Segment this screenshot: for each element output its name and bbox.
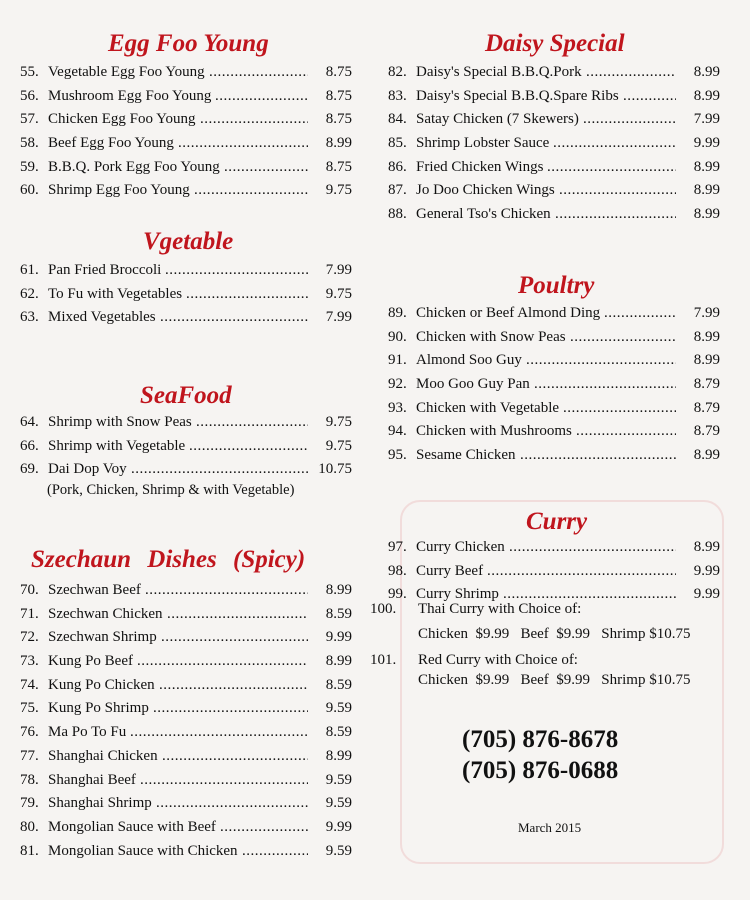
item-name: Curry Shrimp xyxy=(416,586,499,603)
item-price: 10.75 xyxy=(318,461,352,478)
item-number: 60. xyxy=(20,182,39,199)
dot-leader xyxy=(137,650,308,674)
item-name: Fried Chicken Wings xyxy=(416,158,544,175)
item-name: Red Curry with Choice of: xyxy=(418,652,578,668)
item-name: Shrimp with Vegetable xyxy=(48,437,186,454)
item-name: Pan Fried Broccoli xyxy=(48,262,162,278)
item-name: Mixed Vegetables xyxy=(48,309,156,326)
curry-red-options: Chicken $9.99 Beef $9.99 Shrimp $10.75 xyxy=(418,672,691,688)
item-price: 7.99 xyxy=(693,111,720,128)
item-number: 92. xyxy=(388,376,407,393)
vegetable-list xyxy=(20,259,352,330)
item-number: 73. xyxy=(20,653,39,670)
item-name: Shrimp Egg Foo Young xyxy=(48,182,190,199)
section-title-vegetable: Vgetable xyxy=(143,228,234,255)
item-number: 64. xyxy=(20,414,39,430)
item-name: Chicken or Beef Almond Ding xyxy=(416,305,601,321)
item-number: 98. xyxy=(388,562,407,579)
menu-date: March 2015 xyxy=(518,820,582,835)
item-name: Szechwan Beef xyxy=(48,582,141,598)
section-title-poultry: Poultry xyxy=(518,272,595,299)
item-name: Daisy's Special B.B.Q.Spare Ribs xyxy=(416,87,619,104)
item-price: 8.99 xyxy=(325,653,352,670)
item-price: 8.99 xyxy=(325,582,352,598)
item-name: Chicken Egg Foo Young xyxy=(48,111,196,128)
item-number: 101. xyxy=(370,652,397,668)
menu-item xyxy=(20,816,352,840)
menu-item xyxy=(20,458,352,482)
menu-item xyxy=(20,745,352,769)
item-number: 97. xyxy=(388,539,407,555)
menu-item xyxy=(388,203,720,227)
menu-item xyxy=(20,626,352,650)
item-price: 8.79 xyxy=(693,423,720,440)
dot-leader xyxy=(145,579,308,603)
item-price: 8.99 xyxy=(693,447,720,464)
dot-leader xyxy=(555,203,676,227)
item-name: Curry Beef xyxy=(416,562,484,579)
item-price: 7.99 xyxy=(693,305,720,321)
dot-leader xyxy=(153,697,308,721)
dot-leader xyxy=(159,674,308,698)
item-number: 63. xyxy=(20,309,39,326)
item-price: 9.75 xyxy=(325,182,352,199)
item-name: Shrimp with Snow Peas xyxy=(48,414,192,430)
item-price: 8.99 xyxy=(693,352,720,369)
item-number: 57. xyxy=(20,111,39,128)
menu-item xyxy=(388,108,720,132)
section-title-curry: Curry xyxy=(526,508,588,535)
dot-leader xyxy=(156,792,308,816)
menu-item xyxy=(20,769,352,793)
item-number: 62. xyxy=(20,285,39,302)
item-number: 91. xyxy=(388,352,407,369)
menu-item xyxy=(20,792,352,816)
item-number: 70. xyxy=(20,582,39,598)
menu-item xyxy=(388,326,720,350)
item-number: 89. xyxy=(388,305,407,321)
dot-leader xyxy=(200,108,308,132)
item-name: To Fu with Vegetables xyxy=(48,285,183,302)
item-number: 84. xyxy=(388,111,407,128)
item-price: 9.99 xyxy=(325,818,352,835)
dot-leader xyxy=(189,435,308,459)
dot-leader xyxy=(623,85,676,109)
menu-item xyxy=(388,61,720,85)
szechuan-list xyxy=(20,579,352,863)
item-price: 8.99 xyxy=(325,135,352,152)
item-name: Kung Po Chicken xyxy=(48,676,155,693)
item-price: 8.99 xyxy=(325,747,352,764)
item-name: Szechwan Shrimp xyxy=(48,629,157,646)
item-price: 7.99 xyxy=(325,309,352,326)
item-number: 88. xyxy=(388,206,407,223)
item-name: Kung Po Shrimp xyxy=(48,700,149,717)
menu-item xyxy=(388,420,720,444)
item-price: 9.75 xyxy=(325,414,352,430)
item-name: Beef Egg Foo Young xyxy=(48,135,174,152)
menu-item xyxy=(20,283,352,307)
item-number: 77. xyxy=(20,747,39,764)
item-name: Satay Chicken (7 Skewers) xyxy=(416,111,579,128)
dot-leader xyxy=(570,326,676,350)
menu-item xyxy=(20,674,352,698)
item-name: Moo Goo Guy Pan xyxy=(416,376,530,393)
item-price: 9.75 xyxy=(325,285,352,302)
dot-leader xyxy=(547,156,676,180)
item-price: 8.99 xyxy=(693,206,720,223)
menu-item xyxy=(388,85,720,109)
menu-item xyxy=(20,435,352,459)
menu-item xyxy=(388,132,720,156)
item-price: 8.75 xyxy=(325,64,352,80)
dot-leader xyxy=(224,156,308,180)
item-name: B.B.Q. Pork Egg Foo Young xyxy=(48,158,220,175)
dot-leader xyxy=(534,373,676,397)
menu-item xyxy=(20,697,352,721)
item-price: 9.59 xyxy=(325,842,352,859)
dot-leader xyxy=(130,721,308,745)
dot-leader xyxy=(242,840,308,864)
item-number: 78. xyxy=(20,771,39,788)
dot-leader xyxy=(586,61,676,85)
item-name: Szechwan Chicken xyxy=(48,605,163,622)
item-number: 55. xyxy=(20,64,39,80)
curry-red-item xyxy=(370,649,730,673)
item-price: 9.75 xyxy=(325,437,352,454)
menu-item xyxy=(388,373,720,397)
item-number: 81. xyxy=(20,842,39,859)
item-name: Dai Dop Voy xyxy=(48,461,127,478)
dot-leader xyxy=(162,745,308,769)
item-price: 9.99 xyxy=(693,586,720,603)
dot-leader xyxy=(131,458,308,482)
item-number: 59. xyxy=(20,158,39,175)
item-number: 69. xyxy=(20,461,39,478)
dot-leader xyxy=(161,626,308,650)
item-price: 9.59 xyxy=(325,700,352,717)
egg-foo-young-list xyxy=(20,61,352,203)
dot-leader xyxy=(604,302,676,326)
item-name: Kung Po Beef xyxy=(48,653,133,670)
dot-leader xyxy=(194,179,308,203)
section-title-egg-foo-young: Egg Foo Young xyxy=(108,30,269,57)
menu-item xyxy=(20,579,352,603)
menu-item xyxy=(388,156,720,180)
menu-item xyxy=(388,444,720,468)
curry-list xyxy=(388,536,720,607)
item-price: 8.99 xyxy=(693,182,720,199)
item-number: 85. xyxy=(388,135,407,152)
item-name: Sesame Chicken xyxy=(416,447,516,464)
dot-leader xyxy=(165,259,308,283)
item-number: 87. xyxy=(388,182,407,199)
dot-leader xyxy=(186,283,308,307)
item-number: 82. xyxy=(388,64,407,80)
item-price: 8.59 xyxy=(325,724,352,741)
menu-item xyxy=(20,411,352,435)
item-number: 79. xyxy=(20,795,39,812)
item-price: 8.79 xyxy=(693,376,720,393)
item-name: Chicken with Snow Peas xyxy=(416,328,566,345)
item-price: 7.99 xyxy=(325,262,352,278)
item-name: Daisy's Special B.B.Q.Pork xyxy=(416,64,582,80)
phone-number-1: (705) 876-8678 xyxy=(462,726,619,753)
item-name: Chicken with Mushrooms xyxy=(416,423,572,440)
item-price: 8.59 xyxy=(325,605,352,622)
item-number: 95. xyxy=(388,447,407,464)
curry-thai-options: Chicken $9.99 Beef $9.99 Shrimp $10.75 xyxy=(418,626,691,642)
dot-leader xyxy=(576,420,676,444)
seafood-list xyxy=(20,411,352,482)
menu-item xyxy=(20,132,352,156)
menu-item xyxy=(388,536,720,560)
menu-item xyxy=(20,650,352,674)
dot-leader xyxy=(487,560,676,584)
item-number: 100. xyxy=(370,601,397,617)
item-name: Mongolian Sauce with Chicken xyxy=(48,842,238,859)
poultry-list xyxy=(388,302,720,468)
item-number: 58. xyxy=(20,135,39,152)
item-number: 94. xyxy=(388,423,407,440)
menu-item xyxy=(20,840,352,864)
dot-leader xyxy=(178,132,308,156)
item-name: Shrimp Lobster Sauce xyxy=(416,135,550,152)
item-price: 9.99 xyxy=(325,629,352,646)
phone-number-2: (705) 876-0688 xyxy=(462,757,619,784)
item-number: 90. xyxy=(388,328,407,345)
section-title-daisy-special: Daisy Special xyxy=(485,30,625,57)
item-price: 9.59 xyxy=(325,795,352,812)
menu-item xyxy=(20,61,352,85)
dot-leader xyxy=(563,397,676,421)
item-price: 8.75 xyxy=(325,158,352,175)
item-price: 9.99 xyxy=(693,562,720,579)
menu-item xyxy=(388,560,720,584)
item-number: 71. xyxy=(20,605,39,622)
item-price: 8.99 xyxy=(693,87,720,104)
menu-item xyxy=(388,179,720,203)
menu-item xyxy=(20,85,352,109)
dot-leader xyxy=(215,85,308,109)
menu-item xyxy=(388,302,720,326)
item-number: 80. xyxy=(20,818,39,835)
item-name: Shanghai Chicken xyxy=(48,747,158,764)
dot-leader xyxy=(583,108,676,132)
item-name: Vegetable Egg Foo Young xyxy=(48,64,205,80)
item-number: 72. xyxy=(20,629,39,646)
menu-item xyxy=(388,397,720,421)
item-number: 93. xyxy=(388,399,407,416)
menu-item xyxy=(20,306,352,330)
dot-leader xyxy=(160,306,308,330)
item-price: 8.59 xyxy=(325,676,352,693)
item-name: Shanghai Shrimp xyxy=(48,795,152,812)
dot-leader xyxy=(140,769,308,793)
item-name: Thai Curry with Choice of: xyxy=(418,601,582,617)
item-number: 83. xyxy=(388,87,407,104)
item-price: 8.99 xyxy=(693,539,720,555)
item-name: Mushroom Egg Foo Young xyxy=(48,87,212,104)
item-number: 86. xyxy=(388,158,407,175)
item-number: 75. xyxy=(20,700,39,717)
item-price: 8.99 xyxy=(693,158,720,175)
item-price: 9.59 xyxy=(325,771,352,788)
dot-leader xyxy=(559,179,676,203)
item-number: 74. xyxy=(20,676,39,693)
item-name: Mongolian Sauce with Beef xyxy=(48,818,216,835)
item-number: 76. xyxy=(20,724,39,741)
menu-item xyxy=(388,349,720,373)
item-name: Chicken with Vegetable xyxy=(416,399,560,416)
menu-item xyxy=(20,179,352,203)
dot-leader xyxy=(209,61,308,85)
item-name: Almond Soo Guy xyxy=(416,352,522,369)
menu-item xyxy=(20,108,352,132)
item-name: Shanghai Beef xyxy=(48,771,136,788)
item-name: Curry Chicken xyxy=(416,539,505,555)
dot-leader xyxy=(526,349,676,373)
dot-leader xyxy=(553,132,676,156)
seafood-note: (Pork, Chicken, Shrimp & with Vegetable) xyxy=(47,482,295,498)
menu-item xyxy=(20,721,352,745)
dot-leader xyxy=(220,816,308,840)
section-title-seafood: SeaFood xyxy=(140,382,232,409)
item-number: 66. xyxy=(20,437,39,454)
item-price: 8.79 xyxy=(693,399,720,416)
dot-leader xyxy=(167,603,308,627)
item-price: 8.75 xyxy=(325,87,352,104)
dot-leader xyxy=(509,536,676,560)
item-name: Jo Doo Chicken Wings xyxy=(416,182,555,199)
curry-thai-item xyxy=(370,598,730,622)
menu-item xyxy=(20,259,352,283)
item-number: 56. xyxy=(20,87,39,104)
item-name: Ma Po To Fu xyxy=(48,724,127,741)
section-title-szechuan: Szechaun Dishes (Spicy) xyxy=(31,546,306,573)
menu-item xyxy=(20,156,352,180)
item-price: 9.99 xyxy=(693,135,720,152)
dot-leader xyxy=(196,411,308,435)
item-price: 8.75 xyxy=(325,111,352,128)
menu-item xyxy=(20,603,352,627)
item-number: 99. xyxy=(388,586,407,603)
dot-leader xyxy=(520,444,676,468)
item-name: General Tso's Chicken xyxy=(416,206,551,223)
item-number: 61. xyxy=(20,262,39,278)
daisy-special-list xyxy=(388,61,720,227)
item-price: 8.99 xyxy=(693,328,720,345)
item-price: 8.99 xyxy=(693,64,720,80)
